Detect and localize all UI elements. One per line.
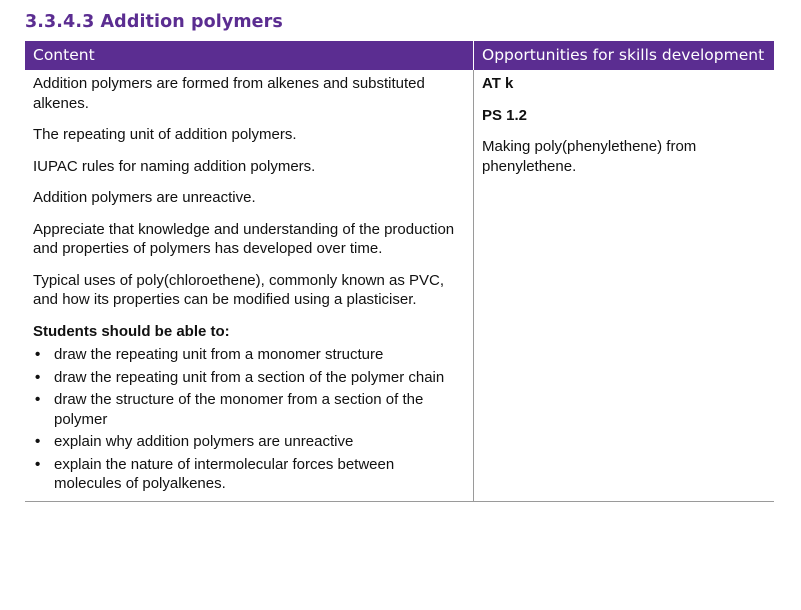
bullet-icon: • <box>35 433 41 450</box>
practical-skill-code: PS 1.2 <box>482 106 528 124</box>
table-row <box>25 70 774 501</box>
skills-column-header: Opportunities for skills development <box>474 41 775 70</box>
list-item-text: explain why addition polymers are unreactive <box>54 433 354 450</box>
list-item <box>33 368 465 388</box>
content-column-header: Content <box>25 41 474 70</box>
list-item <box>33 390 465 429</box>
content-paragraph-3: IUPAC rules for naming addition polymers. <box>33 157 316 175</box>
content-cell <box>25 70 474 501</box>
list-item <box>33 345 465 365</box>
students-heading: Students should be able to: <box>33 322 230 340</box>
header-row <box>25 41 774 70</box>
specification-table <box>25 41 774 502</box>
content-paragraph-1: Addition polymers are formed from alkenes and substituted alkenes. <box>33 75 425 112</box>
list-item-text: draw the structure of the monomer from a section of the polymer <box>54 391 424 428</box>
bullet-icon: • <box>35 455 41 473</box>
apparatus-technique-code: AT k <box>482 75 514 92</box>
bullet-icon: • <box>35 368 41 386</box>
bullet-icon: • <box>35 391 41 408</box>
skills-bullet-list <box>33 345 465 494</box>
list-item <box>33 432 465 452</box>
content-paragraph-5: Appreciate that knowledge and understanding of the production and properties of polymers has developed over time. <box>33 220 455 257</box>
list-item-text: explain the nature of intermolecular forces between molecules of polyalkenes. <box>54 455 395 492</box>
list-item-text: draw the repeating unit from a section of the polymer chain <box>54 368 445 386</box>
section-title: 3.3.4.3 Addition polymers <box>25 12 283 32</box>
table-header <box>25 41 774 70</box>
list-item-text: draw the repeating unit from a monomer structure <box>54 346 384 363</box>
content-paragraph-4: Addition polymers are unreactive. <box>33 189 256 206</box>
content-paragraph-2: The repeating unit of addition polymers. <box>33 126 297 143</box>
list-item <box>33 455 465 494</box>
table-body <box>25 70 774 501</box>
content-paragraph-6: Typical uses of poly(chloroethene), commonly known as PVC, and how its properties can be modified using a plasticiser. <box>33 271 445 308</box>
bullet-icon: • <box>35 346 41 363</box>
skills-cell <box>474 70 775 501</box>
skills-note: Making poly(phenylethene) from phenylethene. <box>482 138 697 175</box>
